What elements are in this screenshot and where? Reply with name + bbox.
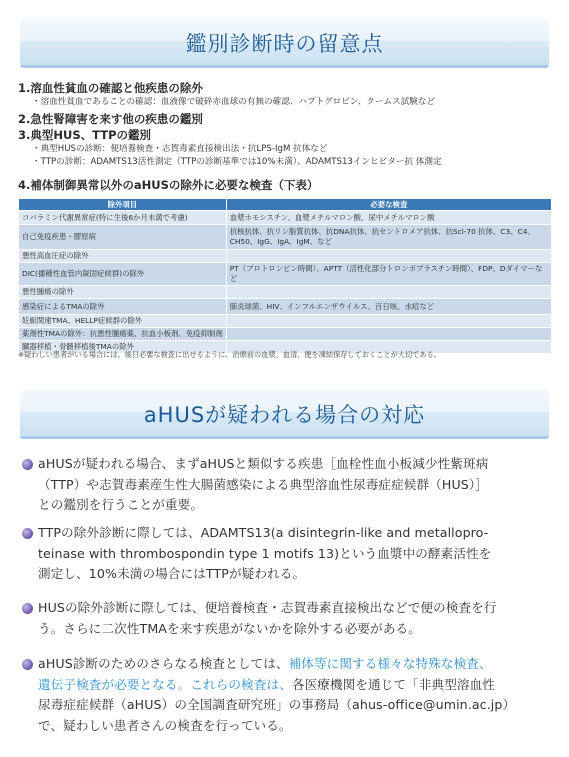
table-cell: PT（プロトロンビン時間）、APTT（活性化部分トロンボプラスチン時間）、FDP、Dダイマーなど xyxy=(226,263,551,286)
bullet-text xyxy=(38,454,488,516)
section-heading: 2.急性腎障害を来す他の疾患の鑑別 xyxy=(18,112,203,126)
list-item xyxy=(22,523,552,585)
table-row xyxy=(19,286,552,299)
table-cell: 悪性腫瘍の除外 xyxy=(19,286,227,299)
text-line xyxy=(38,654,515,675)
text-line: aHUSが疑われる場合、まずaHUSと類似する疾患［血栓性血小板減少性紫斑病 xyxy=(38,456,489,471)
table-cell: コバラミン代謝異常症(特に生後6か月未満で考慮) xyxy=(19,211,227,225)
text-line: う。さらに二次性TMAを来す疾患がないかを除外する必要がある。 xyxy=(38,620,421,636)
table-cell: 自己免疫疾患・膠原病 xyxy=(19,225,227,250)
section-3 xyxy=(18,127,554,169)
bullet-dot-icon xyxy=(22,459,33,470)
text-run: aHUS診断のためのさらなる検査としては、 xyxy=(38,656,289,671)
table-cell: 臓器移植・骨髄移植後TMAの除外 xyxy=(19,341,227,354)
table-header-row xyxy=(19,199,552,211)
section-bullet: ・TTPの診断：ADAMTS13活性測定（TTPの診断基準では10%未満）、ADAMTS13インヒビター抗 体測定 xyxy=(32,157,442,167)
bullet-dot-icon xyxy=(22,603,33,614)
list-item xyxy=(22,654,552,736)
text-run: 各医療機関を通じて「非典型溶血性 xyxy=(291,676,495,692)
highlighted-text: 補体等に関する様々な特殊な検査、 xyxy=(288,656,492,671)
table-row xyxy=(19,315,552,328)
table-cell: 悪性高血圧症の除外 xyxy=(19,250,227,263)
section-banner-ahus-response xyxy=(20,389,549,439)
text-line: （TTP）や志賀毒素産生性大腸菌感染による典型溶血性尿毒症症候群（HUS）］ xyxy=(38,476,488,492)
text-line: teinase with thrombospondin type 1 motifs 13)という血漿中の酵素活性を xyxy=(38,545,492,561)
banner-title: aHUSが疑われる場合の対応 xyxy=(143,403,426,427)
banner-edge xyxy=(20,65,549,68)
table-cell: 感染症によるTMAの除外 xyxy=(19,299,227,315)
text-line: で、疑わしい患者さんの検査を行っている。 xyxy=(38,717,292,733)
section-4 xyxy=(18,177,554,193)
bullet-text xyxy=(38,598,497,639)
table-header-cell: 必要な検査 xyxy=(226,199,551,211)
text-line: との鑑別を行うことが重要。 xyxy=(38,497,204,512)
highlighted-text: 遺伝子検査が必要となる。これらの検査は、 xyxy=(38,676,292,692)
text-line: HUSの除外診断に際しては、便培養検査・志賀毒素直接検出などで便の検査を行 xyxy=(38,600,497,615)
section-banner-differential-diagnosis xyxy=(20,18,549,68)
bullet-dot-icon xyxy=(22,659,33,670)
table-row xyxy=(19,250,552,263)
table-row xyxy=(19,263,552,286)
table-cell xyxy=(226,286,551,299)
banner-edge xyxy=(20,436,549,439)
list-item xyxy=(22,454,552,516)
section-heading: 1.溶血性貧血の確認と他疾患の除外 xyxy=(18,81,203,95)
text-line xyxy=(38,675,515,696)
section-heading: 3.典型HUS、TTPの鑑別 xyxy=(18,128,151,142)
table-cell: 薬剤性TMAの除外：抗悪性腫瘍薬、抗血小板剤、免疫抑制剤 xyxy=(19,328,227,341)
table-cell xyxy=(226,328,551,341)
list-item xyxy=(22,598,552,639)
table-cell: DIC(播種性血管内凝固症候群)の除外 xyxy=(19,263,227,286)
bullet-text xyxy=(38,523,491,585)
table-row xyxy=(19,328,552,341)
table-row xyxy=(19,225,552,250)
exclusion-tests-table xyxy=(18,198,552,354)
text-line: TTPの除外診断に際しては、ADAMTS13(a disintegrin-like and metallopro- xyxy=(38,525,489,540)
banner-title: 鑑別診断時の留意点 xyxy=(185,32,384,56)
table-row xyxy=(19,211,552,225)
table-row xyxy=(19,299,552,315)
section-1 xyxy=(18,80,554,109)
bullet-dot-icon xyxy=(22,528,33,539)
table-cell xyxy=(226,250,551,263)
table-cell xyxy=(226,315,551,328)
table-cell: 抗核抗体、抗リン脂質抗体、抗DNA抗体、抗セントロメア抗体、抗Scl-70 抗体、C3、C4、CH50、IgG、IgA、IgM、など xyxy=(226,225,551,250)
table-cell: 妊娠関連TMA、HELLP症候群の除外 xyxy=(19,315,227,328)
text-line: 測定し、10%未満の場合にはTTPが疑われる。 xyxy=(38,566,306,581)
table-header-cell: 除外項目 xyxy=(19,199,227,211)
section-bullet: ・典型HUSの診断：便培養検査・志賀毒素直接検出法・抗LPS-IgM 抗体など xyxy=(32,144,328,154)
text-line: 尿毒症症候群（aHUS）の全国調査研究班」の事務局（ahus-office@umin.ac.jp） xyxy=(38,697,516,712)
table-footnote: ※疑わしい患者がいる場合には、後日必要な検査に出せるように、治療前の血漿、血清、便を凍結保存しておくことが大切である。 xyxy=(18,350,441,359)
section-bullet: ・溶血性貧血であることの確認：血液像で破砕赤血球の有無の確認、ハプトグロビン、クームス試験など xyxy=(32,97,436,107)
table-cell: 血漿ホモシスチン、血漿メチルマロン酸、尿中メチルマロン酸 xyxy=(226,211,551,225)
section-heading: 4.補体制御異常以外のaHUSの除外に必要な検査（下表） xyxy=(18,178,319,192)
table-cell: 肺炎球菌、HIV、インフルエンザウイルス、百日咳、水痘など xyxy=(226,299,551,315)
bullet-text xyxy=(38,654,515,736)
section-2 xyxy=(18,111,554,127)
